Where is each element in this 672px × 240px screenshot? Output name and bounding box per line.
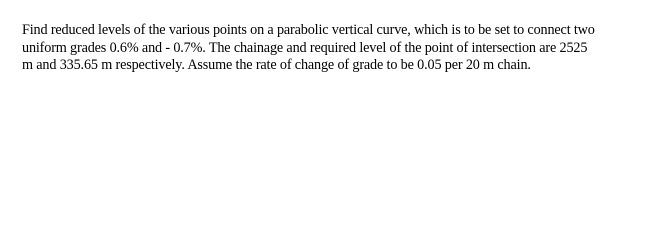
problem-line-2: uniform grades 0.6% and - 0.7%. The chainage and required level of the point of intersection are 2525 bbox=[22, 39, 588, 56]
problem-statement bbox=[22, 22, 662, 75]
problem-line-3: m and 335.65 m respectively. Assume the rate of change of grade to be 0.05 per 20 m chain. bbox=[22, 57, 531, 73]
problem-line-1: Find reduced levels of the various points on a parabolic vertical curve, which is to be set to connect two bbox=[22, 22, 595, 38]
